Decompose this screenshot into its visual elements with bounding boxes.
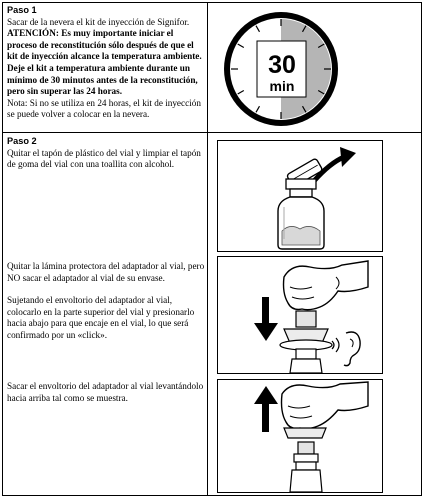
hand-lift-icon [218,380,382,492]
hand-press-icon [218,257,382,373]
step2-heading: Paso 2 [7,136,37,146]
step1-text [7,5,205,121]
adapter-press-illustration [217,256,383,374]
step2-instruction2: Quitar la lámina protectora del adaptador al vial, pero NO sacar el adaptador al vial de su envase. [7,261,205,283]
vial-icon [218,141,382,251]
timer-clock-icon [221,7,341,129]
timer-value: 30 [268,51,296,79]
step1-warning: ATENCIÓN: Es muy importante iniciar el proceso de reconstitución sólo después de que el kit de inyección alcance la temperatura ambiente. Deje el kit a temperatura ambiente durante un mínimo de 30 minutos antes de la reconstitución, pero sin superar las 24 horas. [7,28,202,97]
step2-text-top [7,136,203,171]
step2-instruction4: Sacar el envoltorio del adaptador al vial levantándolo hacia arriba tal como se muestra. [7,381,204,403]
step1-note: Nota: Si no se utiliza en 24 horas, el kit de inyección se puede volver a colocar en la nevera. [7,97,201,120]
instruction-table [2,2,422,496]
step2-instruction3: Sujetando el envoltorio del adaptador al vial, colocarlo en la parte superior del vial y presionarlo hacia abajo para que encaje en el vial, lo que será confirmado por un «click». [7,295,195,340]
step1-heading: Paso 1 [7,5,37,15]
row-divider [3,132,421,133]
timer-unit: min [269,78,295,94]
step1-line1: Sacar de la nevera el kit de inyección de Signifor. [7,16,190,27]
vial-cap-removal-illustration [217,140,383,252]
wrapper-removal-illustration [217,379,383,493]
column-divider [207,3,208,495]
step2-instruction1: Quitar el tapón de plástico del vial y limpiar el tapón de goma del vial con una toallita con alcohol. [7,147,201,170]
